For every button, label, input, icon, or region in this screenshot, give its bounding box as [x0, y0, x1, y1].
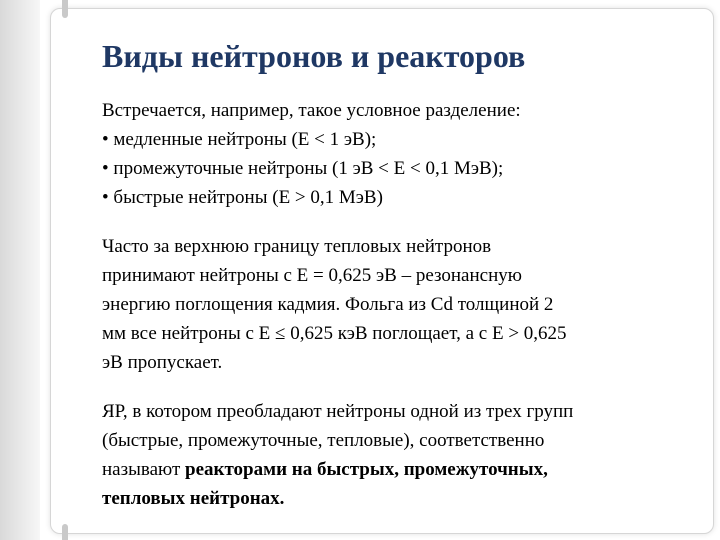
thermal-boundary-line-1: Часто за верхнюю границу тепловых нейтронов [102, 236, 492, 257]
left-decorative-band [0, 0, 40, 540]
reactor-types-line-4 [102, 484, 707, 513]
thermal-boundary-line-4: мм все нейтроны с E ≤ 0,625 кэВ поглощает, а с E > 0,625 [102, 323, 567, 344]
frame-bottom-ornament [62, 524, 68, 540]
bullet-slow-neutrons: • медленные нейтроны (E < 1 эВ); [102, 129, 377, 150]
reactor-types-bold-1: реакторами на быстрых, промежуточных, [185, 459, 548, 480]
bullet-fast-neutrons: • быстрые нейтроны (E > 0,1 МэВ) [102, 187, 383, 208]
thermal-boundary-line-5: эВ пропускает. [102, 352, 223, 373]
reactor-types-bold-2: тепловых нейтронах. [102, 488, 285, 509]
reactor-types-prefix: называют [102, 459, 186, 480]
slide-title: Виды нейтронов и реакторов [102, 38, 526, 74]
slide-body [102, 96, 707, 513]
thermal-boundary-line-3: энергию поглощения кадмия. Фольга из Cd толщиной 2 [102, 294, 554, 315]
bullet-intermediate-neutrons: • промежуточные нейтроны (1 эВ < E < 0,1 МэВ); [102, 158, 504, 179]
reactor-types-line-2: (быстрые, промежуточные, тепловые), соответственно [102, 430, 545, 451]
reactor-types-line-1: ЯР, в котором преобладают нейтроны одной из трех групп [102, 401, 574, 422]
thermal-boundary-line-2: принимают нейтроны с E = 0,625 эВ – резонансную [102, 265, 522, 286]
classification-intro: Встречается, например, такое условное разделение: [102, 100, 521, 121]
reactor-types-line-3 [102, 455, 707, 484]
frame-top-ornament [62, 0, 68, 18]
